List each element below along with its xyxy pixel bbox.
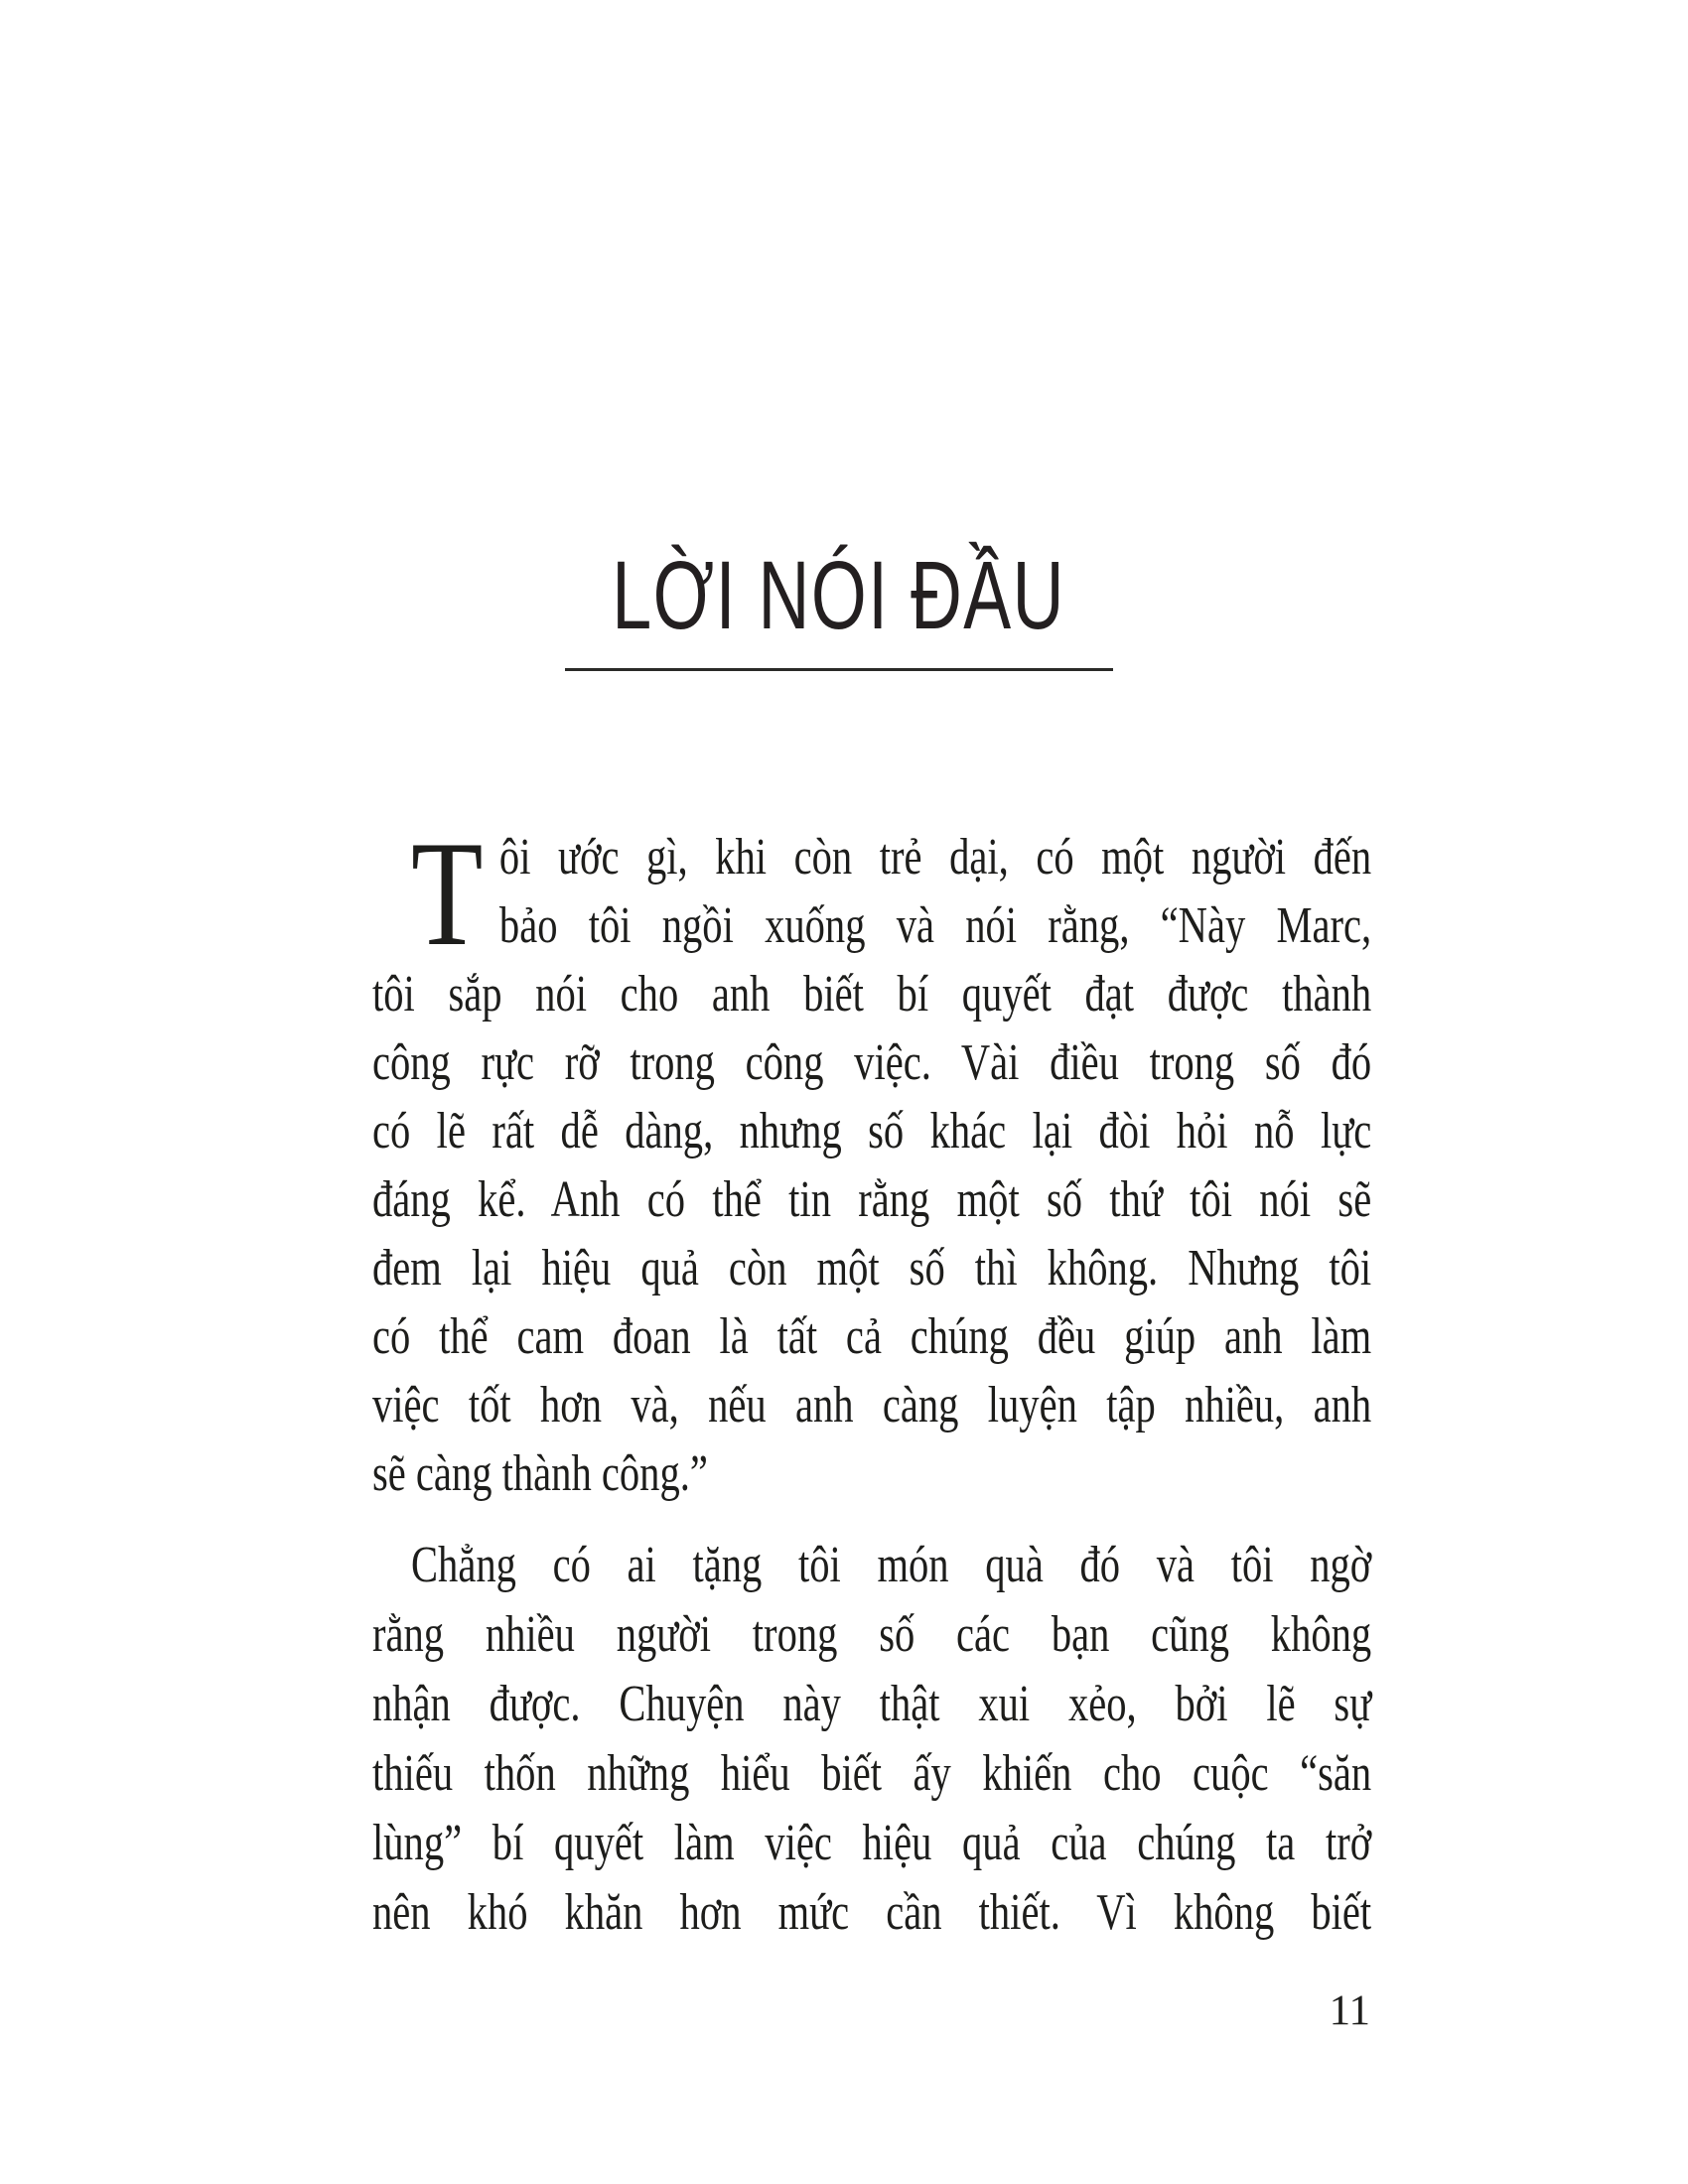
text-line: nên khó khăn hơn mức cần thiết. Vì không biết [372, 1884, 1372, 1941]
page-title [343, 541, 1336, 649]
drop-cap: T [411, 810, 484, 977]
title-divider [565, 668, 1113, 671]
page-number: 11 [1329, 1987, 1370, 2034]
text-line: ôi ước gì, khi còn trẻ dại, có một người đến [498, 829, 1372, 886]
page-title-text: LỜI NÓI ĐẦU [612, 541, 1066, 649]
text-line: thiếu thốn những hiểu biết ấy khiến cho cuộc “săn [372, 1745, 1372, 1802]
text-line: Chẳng có ai tặng tôi món quà đó và tôi ngờ [411, 1537, 1372, 1593]
text-line: tôi sắp nói cho anh biết bí quyết đạt được thành [372, 966, 1372, 1023]
text-line: rằng nhiều người trong số các bạn cũng không [372, 1606, 1372, 1663]
text-line: có thể cam đoan là tất cả chúng đều giúp anh làm [372, 1308, 1372, 1365]
text-line: nhận được. Chuyện này thật xui xẻo, bởi lẽ sự [372, 1676, 1372, 1732]
text-line: bảo tôi ngồi xuống và nói rằng, “Này Marc, [498, 897, 1372, 954]
text-line: đem lại hiệu quả còn một số thì không. Nhưng tôi [372, 1240, 1372, 1297]
text-line: sẽ càng thành công.” [372, 1445, 708, 1502]
body-text [372, 810, 1372, 1948]
text-line: có lẽ rất dễ dàng, nhưng số khác lại đòi hỏi nỗ lực [372, 1103, 1372, 1160]
text-line: lùng” bí quyết làm việc hiệu quả của chúng ta trở [372, 1815, 1372, 1871]
chapter-header [343, 541, 1336, 649]
paragraph [372, 810, 1372, 1508]
text-line: việc tốt hơn và, nếu anh càng luyện tập nhiều, anh [372, 1377, 1372, 1433]
text-line: công rực rỡ trong công việc. Vài điều trong số đó [372, 1034, 1372, 1091]
text-line: đáng kể. Anh có thể tin rằng một số thứ tôi nói sẽ [372, 1171, 1372, 1228]
paragraph [372, 1531, 1371, 1948]
